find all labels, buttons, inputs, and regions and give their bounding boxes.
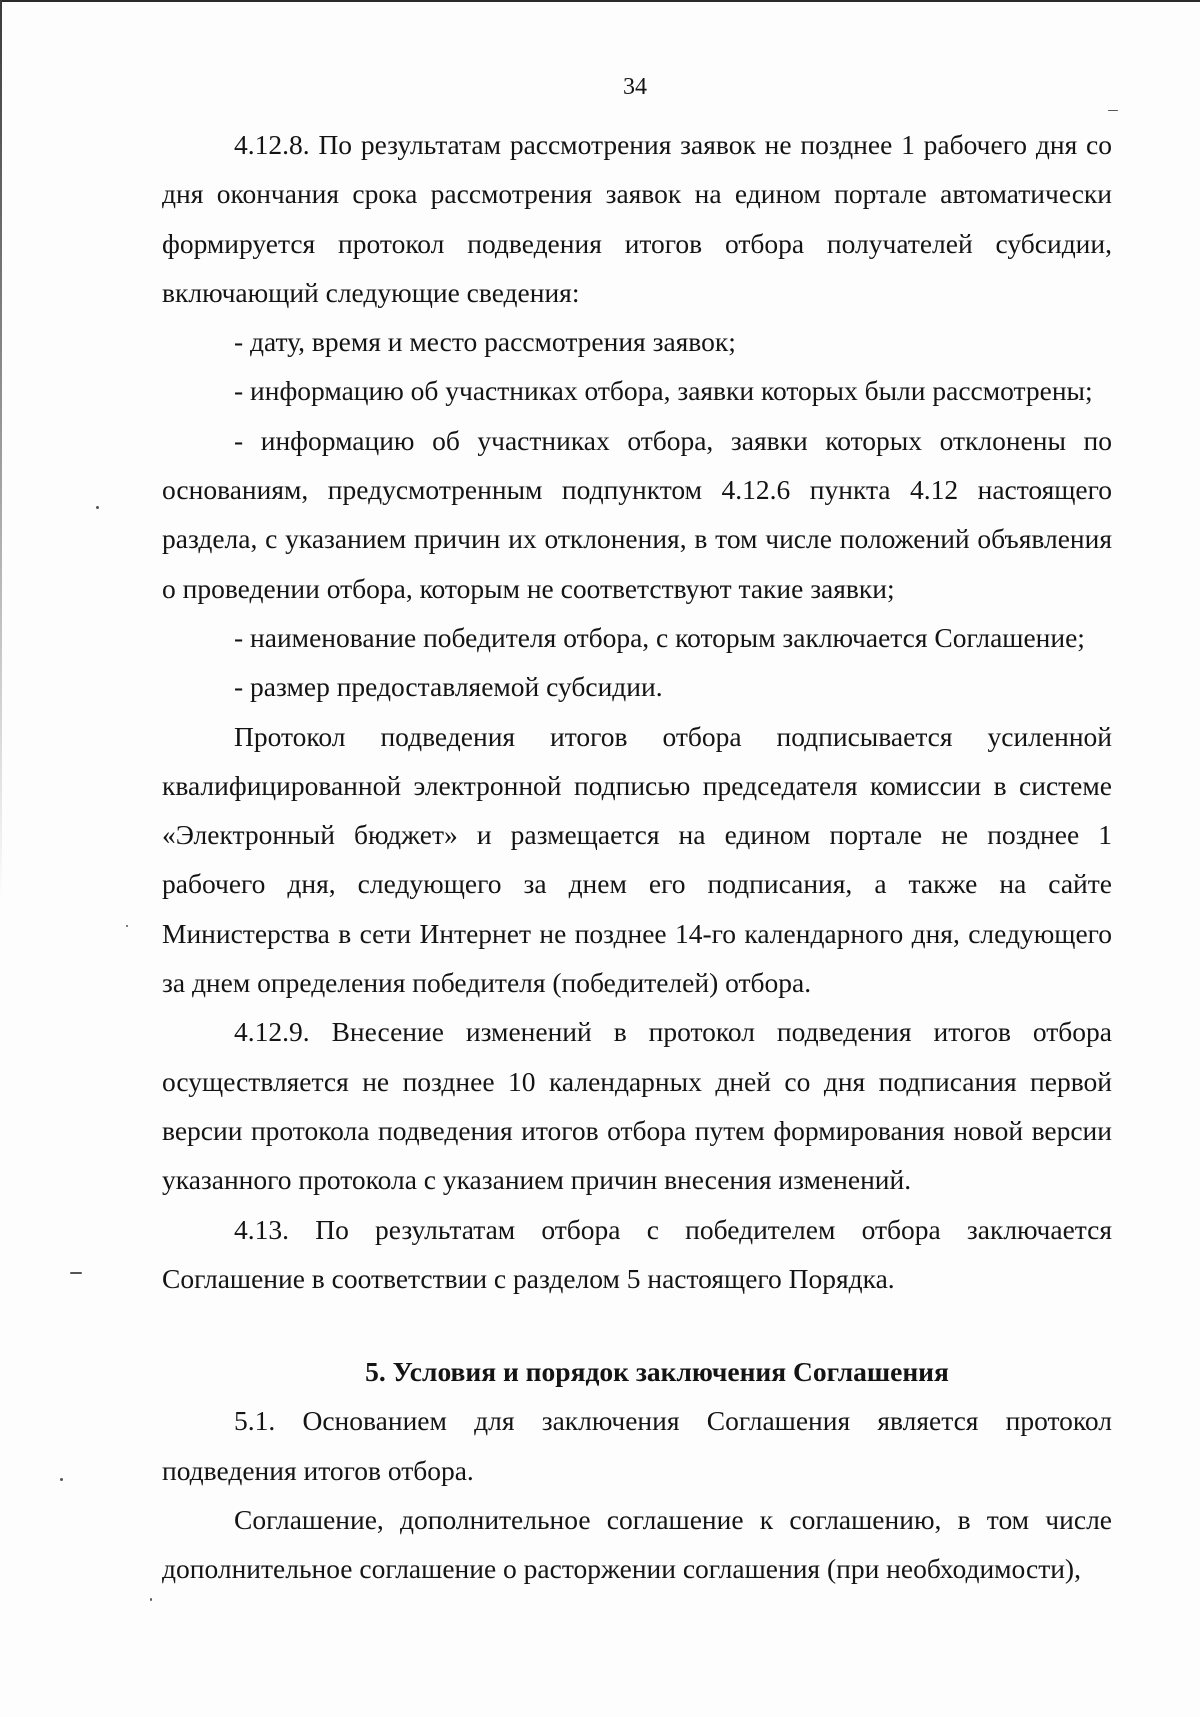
list-item-subsidy-amount: - размер предоставляемой субсидии.: [234, 671, 663, 703]
scan-speck: [150, 1598, 152, 1601]
list-item-date-time-place: - дату, время и место рассмотрения заявок;: [234, 326, 736, 358]
paragraph-agreement: Соглашение, дополнительное соглашение к соглашению, в том числе дополнительное соглашение о расторжении соглашения (при необходимости),: [162, 1504, 1112, 1585]
paragraph-4-12-8: 4.12.8. По результатам рассмотрения заявок не позднее 1 рабочего дня со дня окончания срока рассмотрения заявок на едином портале автоматически формируется протокол подведения итогов отбора получателей субсидии, включающий следующие сведения:: [162, 129, 1112, 308]
scan-top-edge: [0, 0, 1200, 2]
paragraph-4-13: 4.13. По результатам отбора с победителем отбора заключается Соглашение в соответствии с разделом 5 настоящего Порядка.: [162, 1213, 1112, 1294]
scan-speck: [126, 925, 128, 927]
page-number: 34: [623, 74, 647, 100]
paragraph-5-1: 5.1. Основанием для заключения Соглашения является протокол подведения итогов отбора.: [162, 1405, 1112, 1486]
list-item-winner-name: - наименование победителя отбора, с которым заключается Соглашение;: [234, 621, 1085, 653]
paragraph-protocol-signing: Протокол подведения итогов отбора подписывается усиленной квалифицированной электронной подписью председателя комиссии в системе «Электронный бюджет» и размещается на едином портале не позднее 1 рабочего дня, следующего за днем его подписания, а также на сайте Министерства в сети Интернет не позднее 14-го календарного дня, следующего за днем определения победителя (победителей) отбора.: [162, 720, 1112, 999]
section-heading: 5. Условия и порядок заключения Соглашения: [365, 1356, 949, 1388]
list-item-participants-reviewed: - информацию об участниках отбора, заявки которых были рассмотрены;: [234, 375, 1093, 407]
scan-speck: [60, 1478, 63, 1481]
scan-left-edge: [0, 0, 2, 900]
paragraph-4-12-9: 4.12.9. Внесение изменений в протокол подведения итогов отбора осуществляется не позднее 10 календарных дней со дня подписания первой версии протокола подведения итогов отбора путем формирования новой версии указанного протокола с указанием причин внесения изменений.: [162, 1016, 1112, 1196]
document-body: [162, 120, 1112, 1594]
scan-speck: [1108, 110, 1118, 111]
scan-speck: [96, 506, 99, 509]
scan-speck: [70, 1272, 82, 1274]
list-item-participants-rejected: - информацию об участниках отбора, заявки которых отклонены по основаниям, предусмотренным подпунктом 4.12.6 пункта 4.12 настоящего раздела, с указанием причин их отклонения, в том числе положений объявления о проведении отбора, которым не соответствуют такие заявки;: [162, 424, 1112, 604]
